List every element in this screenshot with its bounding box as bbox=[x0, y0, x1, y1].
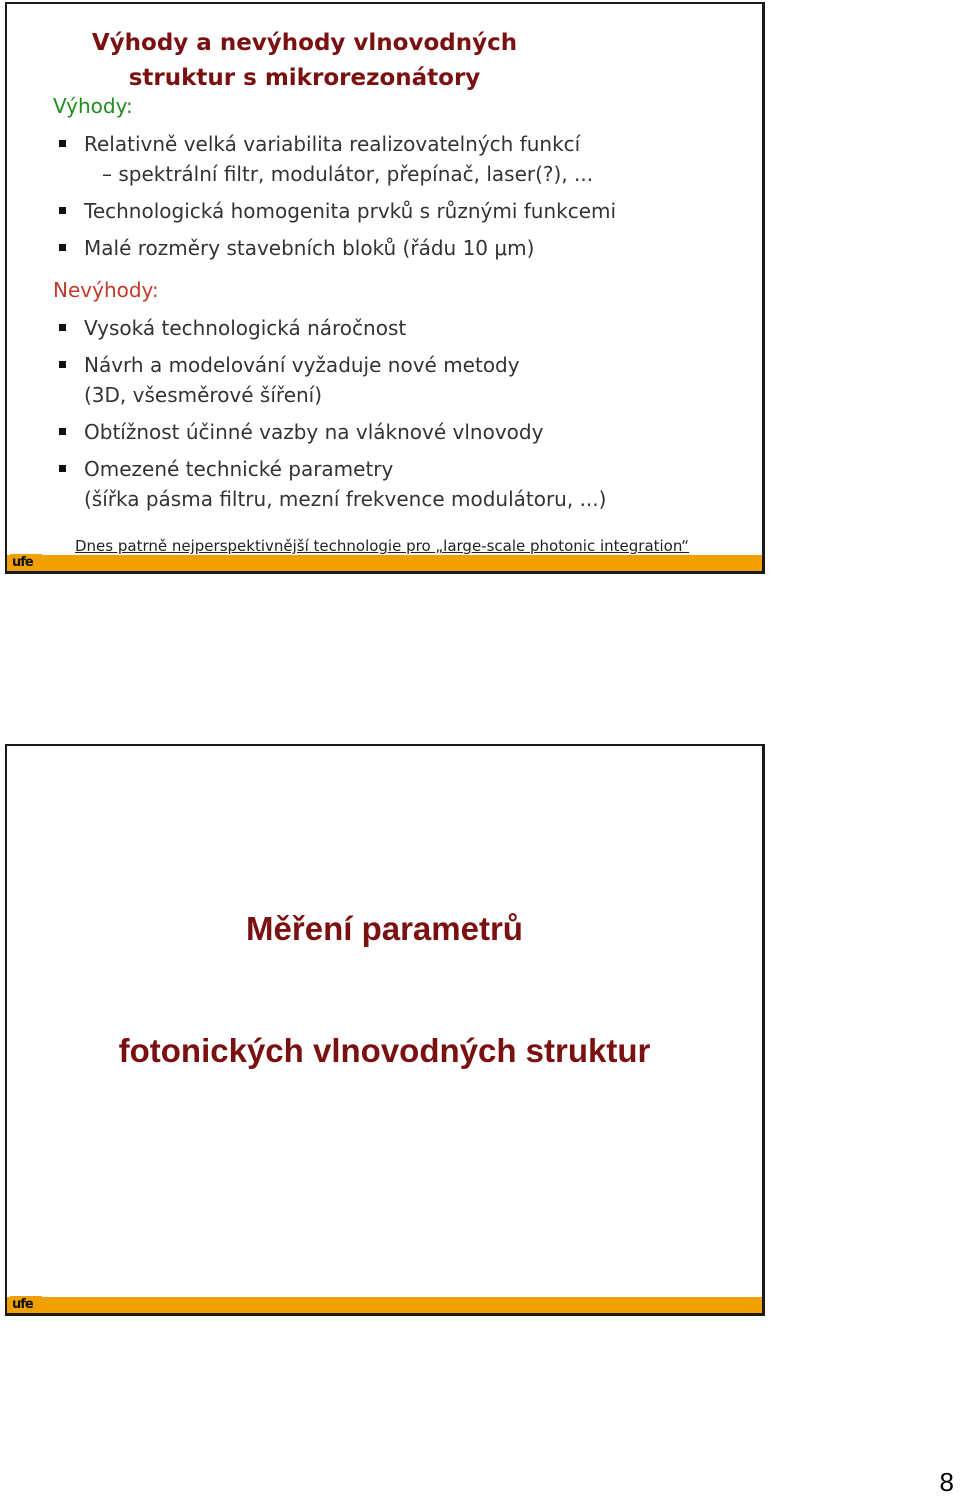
footer-bar bbox=[7, 1297, 762, 1313]
disadvantages-list bbox=[53, 313, 606, 521]
list-item-text: Vysoká technologická náročnost bbox=[84, 316, 407, 340]
list-item-text: Technologická homogenita prvků s různými funkcemi bbox=[84, 199, 617, 223]
slide-title bbox=[7, 26, 602, 96]
slide-section-title bbox=[5, 744, 765, 1316]
list-item-text: Malé rozměry stavebních bloků (řádu 10 μm) bbox=[84, 236, 535, 260]
list-item bbox=[53, 233, 616, 263]
list-item bbox=[53, 313, 606, 343]
bullet-square-icon bbox=[59, 324, 66, 331]
list-item bbox=[53, 454, 606, 514]
advantages-heading: Výhody: bbox=[53, 94, 133, 118]
page-number: 8 bbox=[939, 1467, 954, 1497]
list-item-text: Relativně velká variabilita realizovatelných funkcí bbox=[84, 132, 581, 156]
ufe-logo: ufe bbox=[10, 1296, 42, 1313]
list-item bbox=[53, 129, 616, 189]
list-item-text-continued: (šířka pásma filtru, mezní frekvence modulátoru, ...) bbox=[84, 487, 607, 511]
slide-title-line1: Výhody a nevýhody vlnovodných bbox=[91, 30, 518, 56]
section-title-line1: Měření parametrů bbox=[246, 910, 523, 947]
list-item bbox=[53, 196, 616, 226]
disadvantages-heading: Nevýhody: bbox=[53, 278, 159, 302]
bullet-square-icon bbox=[59, 207, 66, 214]
list-item-text-continued: – spektrální filtr, modulátor, přepínač, laser(?), ... bbox=[102, 162, 594, 186]
advantages-list bbox=[53, 129, 616, 270]
footer-bar bbox=[7, 555, 762, 571]
bullet-square-icon bbox=[59, 361, 66, 368]
list-item-text: Návrh a modelování vyžaduje nové metody bbox=[84, 353, 520, 377]
list-item-text: Obtížnost účinné vazby na vláknové vlnovody bbox=[84, 420, 544, 444]
bullet-square-icon bbox=[59, 140, 66, 147]
ufe-logo: ufe bbox=[10, 554, 42, 571]
list-item-text-continued: (3D, všesměrové šíření) bbox=[84, 383, 323, 407]
slide-title-line2: struktur s mikrorezonátory bbox=[128, 65, 481, 91]
summary-note: Dnes patrně nejperspektivnější technologie pro „large-scale photonic integration“ bbox=[75, 537, 690, 555]
list-item-text: Omezené technické parametry bbox=[84, 457, 394, 481]
bullet-square-icon bbox=[59, 244, 66, 251]
bullet-square-icon bbox=[59, 428, 66, 435]
list-item bbox=[53, 350, 606, 410]
section-title-line2: fotonických vlnovodných struktur bbox=[118, 1032, 651, 1069]
list-item bbox=[53, 417, 606, 447]
bullet-square-icon bbox=[59, 465, 66, 472]
slide-advantages bbox=[5, 2, 765, 574]
